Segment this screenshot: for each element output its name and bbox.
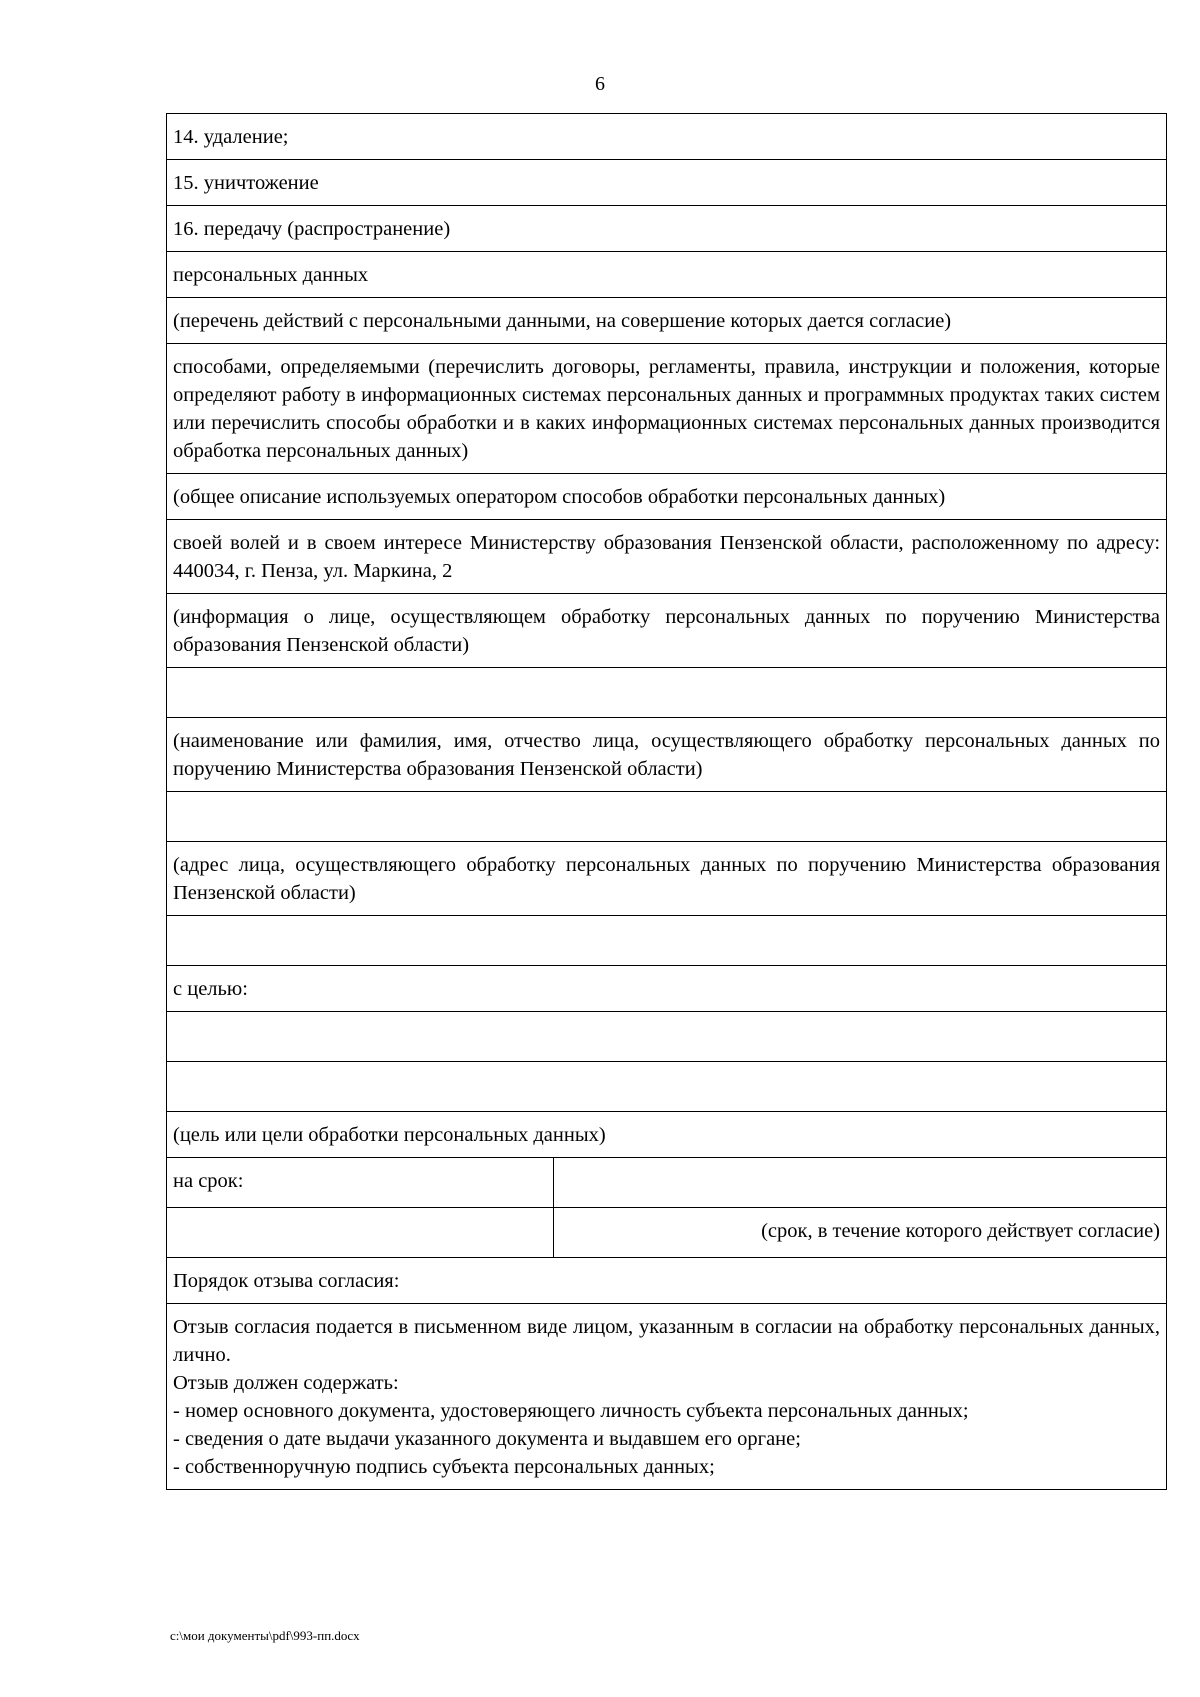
action-destroy: 15. уничтожение [167, 160, 1167, 206]
personal-data-label: персональных данных [167, 252, 1167, 298]
table-row [167, 718, 1167, 792]
table-row [167, 1208, 1167, 1258]
table-row [167, 916, 1167, 966]
table-row [167, 792, 1167, 842]
purpose-label: с целью: [167, 966, 1167, 1012]
table-row [167, 206, 1167, 252]
table-row [167, 1258, 1167, 1304]
purpose-field-2[interactable] [167, 1062, 1167, 1112]
processor-info-caption: (информация о лице, осуществляющем обработку персональных данных по поручению Министерства образования Пензенской области) [167, 594, 1167, 668]
table-row [167, 474, 1167, 520]
term-blank-cell [167, 1208, 554, 1258]
methods-caption: (общее описание используемых оператором способов обработки персональных данных) [167, 474, 1167, 520]
table-row [167, 1304, 1167, 1490]
table-row [167, 1112, 1167, 1158]
term-caption: (срок, в течение которого действует согласие) [554, 1208, 1167, 1258]
table-row [167, 114, 1167, 160]
table-row [167, 344, 1167, 474]
withdrawal-intro: Отзыв согласия подается в письменном виде лицом, указанным в согласии на обработку персональных данных, лично. [173, 1316, 1161, 1366]
action-delete: 14. удаление; [167, 114, 1167, 160]
table-row [167, 160, 1167, 206]
page-number: 6 [595, 73, 605, 95]
processor-address-field[interactable] [167, 792, 1167, 842]
withdrawal-requirements: Отзыв должен содержать: - номер основного документа, удостоверяющего личность субъекта персональных данных; - сведения о дате выдачи указанного документа и выдавшем его органе; - собственноручную подпись субъекта персональных данных; [173, 1372, 969, 1478]
action-transfer: 16. передачу (распространение) [167, 206, 1167, 252]
processor-name-caption: (наименование или фамилия, имя, отчество лица, осуществляющего обработку персональных данных по поручению Министерства образования Пензенской области) [167, 718, 1167, 792]
table-row [167, 1158, 1167, 1208]
purpose-caption: (цель или цели обработки персональных данных) [167, 1112, 1167, 1158]
table-row [167, 1062, 1167, 1112]
processor-name-field[interactable] [167, 668, 1167, 718]
table-row [167, 252, 1167, 298]
footer-file-path: c:\мои документы\pdf\993-пп.docx [170, 1628, 360, 1643]
table-row [167, 298, 1167, 344]
consent-form-table [166, 113, 1167, 1490]
table-row [167, 842, 1167, 916]
table-row [167, 520, 1167, 594]
processor-address-caption: (адрес лица, осуществляющего обработку персональных данных по поручению Министерства образования Пензенской области) [167, 842, 1167, 916]
processing-methods-text: способами, определяемыми (перечислить договоры, регламенты, правила, инструкции и положения, которые определяют работу в информационных системах персональных данных и программных продуктах таких систем или перечислить способы обработки и в каких информационных системах персональных данных производится обработка персональных данных) [167, 344, 1167, 474]
withdrawal-procedure-text [167, 1304, 1167, 1490]
actions-list-caption: (перечень действий с персональными данными, на совершение которых дается согласие) [167, 298, 1167, 344]
table-row [167, 1012, 1167, 1062]
table-row [167, 594, 1167, 668]
withdrawal-procedure-label: Порядок отзыва согласия: [167, 1258, 1167, 1304]
term-label: на срок: [167, 1158, 554, 1208]
ministry-address-text: своей волей и в своем интересе Министерству образования Пензенской области, расположенному по адресу: 440034, г. Пенза, ул. Маркина, 2 [167, 520, 1167, 594]
table-row [167, 966, 1167, 1012]
table-row [167, 668, 1167, 718]
term-field[interactable] [554, 1158, 1167, 1208]
purpose-field-1[interactable] [167, 1012, 1167, 1062]
blank-row[interactable] [167, 916, 1167, 966]
